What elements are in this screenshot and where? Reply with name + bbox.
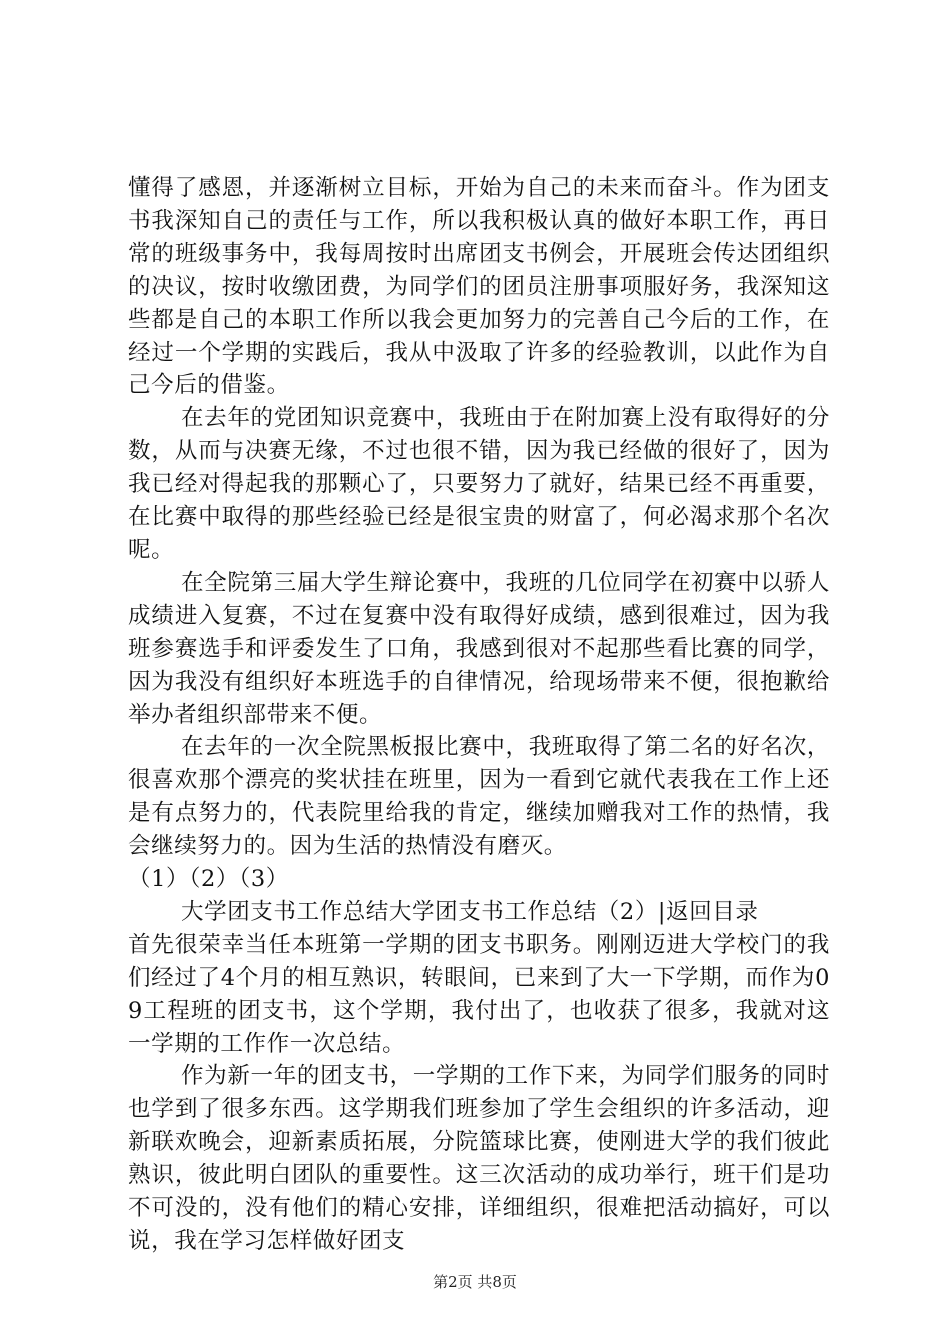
paragraph-4: 在去年的一次全院黑板报比赛中，我班取得了第二名的好名次，很喜欢那个漂亮的奖状挂在班里，因为一看到它就代表我在工作上还是有点努力的，代表院里给我的肯定，继续加赠我对工作的热情，我会继续努力的。因为生活的热情没有磨灭。 [128, 734, 830, 860]
page-footer: 第2页 共8页 [433, 1273, 517, 1291]
paragraph-1: 懂得了感恩，并逐渐树立目标，开始为自己的未来而奋斗。作为团支书我深知自己的责任与工作，所以我积极认真的做好本职工作，再日常的班级事务中，我每周按时出席团支书例会，开展班会传达团组织的决议，按时收缴团费，为同学们的团员注册事项服好务，我深知这些都是自己的本职工作所以我会更加努力的完善自己今后的工作，在经过一个学期的实践后，我从中汲取了许多的经验教训，以此作为自己今后的借鉴。 [128, 175, 830, 399]
paragraph-2: 在去年的党团知识竞赛中，我班由于在附加赛上没有取得好的分数，从而与决赛无缘，不过也很不错，因为我已经做的很好了，因为我已经对得起我的那颗心了，只要努力了就好，结果已经不再重要，在比赛中取得的那些经验已经是很宝贵的财富了，何必渴求那个名次呢。 [128, 405, 830, 563]
section-heading: 大学团支书工作总结大学团支书工作总结（2）|返回目录 [181, 898, 759, 925]
paragraph-7: 首先很荣幸当任本班第一学期的团支书职务。刚刚迈进大学校门的我们经过了4个月的相互熟识，转眼间，已来到了大一下学期，而作为09工程班的团支书，这个学期，我付出了，也收获了很多，我就对这一学期的工作作一次总结。 [128, 931, 830, 1057]
paragraph-8: 作为新一年的团支书，一学期的工作下来，为同学们服务的同时也学到了很多东西。这学期我们班参加了学生会组织的许多活动，迎新联欢晚会，迎新素质拓展，分院篮球比赛，使刚进大学的我们彼此熟识，彼此明白团队的重要性。这三次活动的成功举行，班干们是功不可没的，没有他们的精心安排，详细组织，很难把活动搞好，可以说，我在学习怎样做好团支 [128, 1063, 830, 1254]
paragraph-3: 在全院第三届大学生辩论赛中，我班的几位同学在初赛中以骄人成绩进入复赛，不过在复赛中没有取得好成绩，感到很难过，因为我班参赛选手和评委发生了口角，我感到很对不起那些看比赛的同学，因为我没有组织好本班选手的自律情况，给现场带来不便，很抱歉给举办者组织部带来不便。 [128, 569, 830, 728]
document-body [128, 172, 830, 1258]
paragraph-5: （1）（2）（3） [128, 866, 289, 893]
